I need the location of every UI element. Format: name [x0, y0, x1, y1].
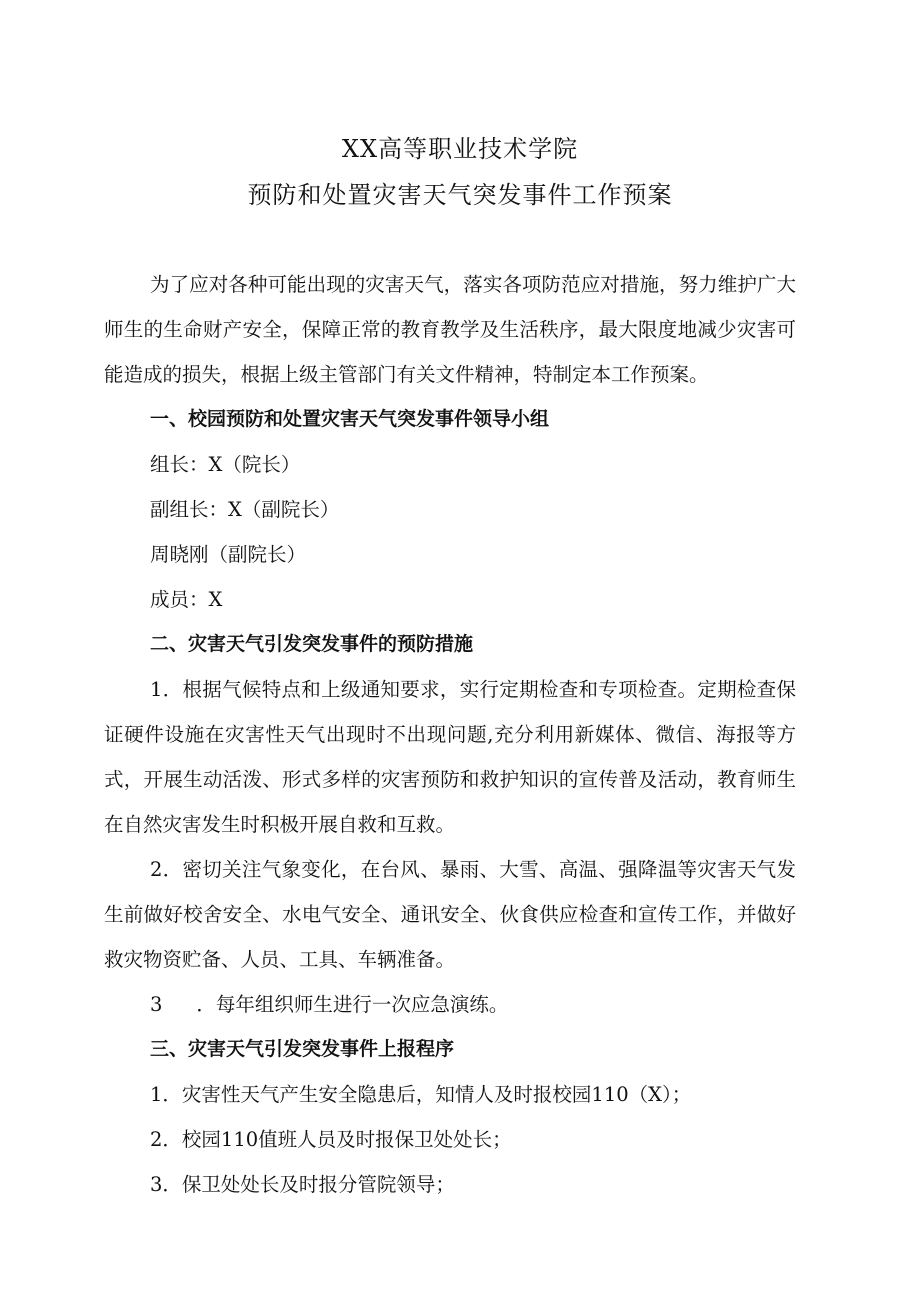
section2-item1: 1．根据气候特点和上级通知要求，实行定期检查和专项检查。定期检查保证硬件设施在灾害性天气出现时不出现问题,充分利用新媒体、微信、海报等方式，开展生动活泼、形式多样的灾害预防和救护知识的宣传普及活动，教育师生在自然灾害发生时积极开展自救和互救。	[104, 678, 796, 836]
section2-item3-text: ．每年组织师生进行一次应急演练。	[196, 993, 509, 1016]
section1-members: 成员：X	[150, 588, 223, 611]
section1-heading: 一、校园预防和处置灾害天气突发事件领导小组	[150, 408, 550, 430]
section3-item1: 1．灾害性天气产生安全隐患后，知情人及时报校园110（X）；	[150, 1083, 692, 1106]
section1-deputy1: 副组长：X（副院长）	[150, 498, 340, 521]
section1-deputy2: 周晓刚（副院长）	[150, 543, 307, 566]
section2-item3-number: 3	[150, 993, 163, 1016]
section3-heading: 三、灾害天气引发突发事件上报程序	[150, 1038, 455, 1060]
section3-item3: 3．保卫处处长及时报分管院领导；	[150, 1173, 455, 1196]
section3-item2: 2．校园110值班人员及时报保卫处处长；	[150, 1128, 512, 1151]
section2-heading: 二、灾害天气引发突发事件的预防措施	[150, 633, 474, 655]
document-title-line1: XX高等职业技术学院	[341, 135, 579, 163]
section1-leader: 组长：X（院长）	[150, 453, 301, 476]
document-title-line2: 预防和处置灾害天气突发事件工作预案	[247, 181, 673, 209]
section2-item3	[150, 982, 796, 1027]
intro-paragraph: 为了应对各种可能出现的灾害天气，落实各项防范应对措施，努力维护广大师生的生命财产安全，保障正常的教育教学及生活秩序，最大限度地减少灾害可能造成的损失，根据上级主管部门有关文件精神，特制定本工作预案。	[104, 273, 796, 386]
section2-item2: 2．密切关注气象变化，在台风、暴雨、大雪、高温、强降温等灾害天气发生前做好校舍安全、水电气安全、通讯安全、伙食供应检查和宣传工作，并做好救灾物资贮备、人员、工具、车辆准备。	[104, 858, 796, 971]
document-body	[104, 262, 796, 1207]
